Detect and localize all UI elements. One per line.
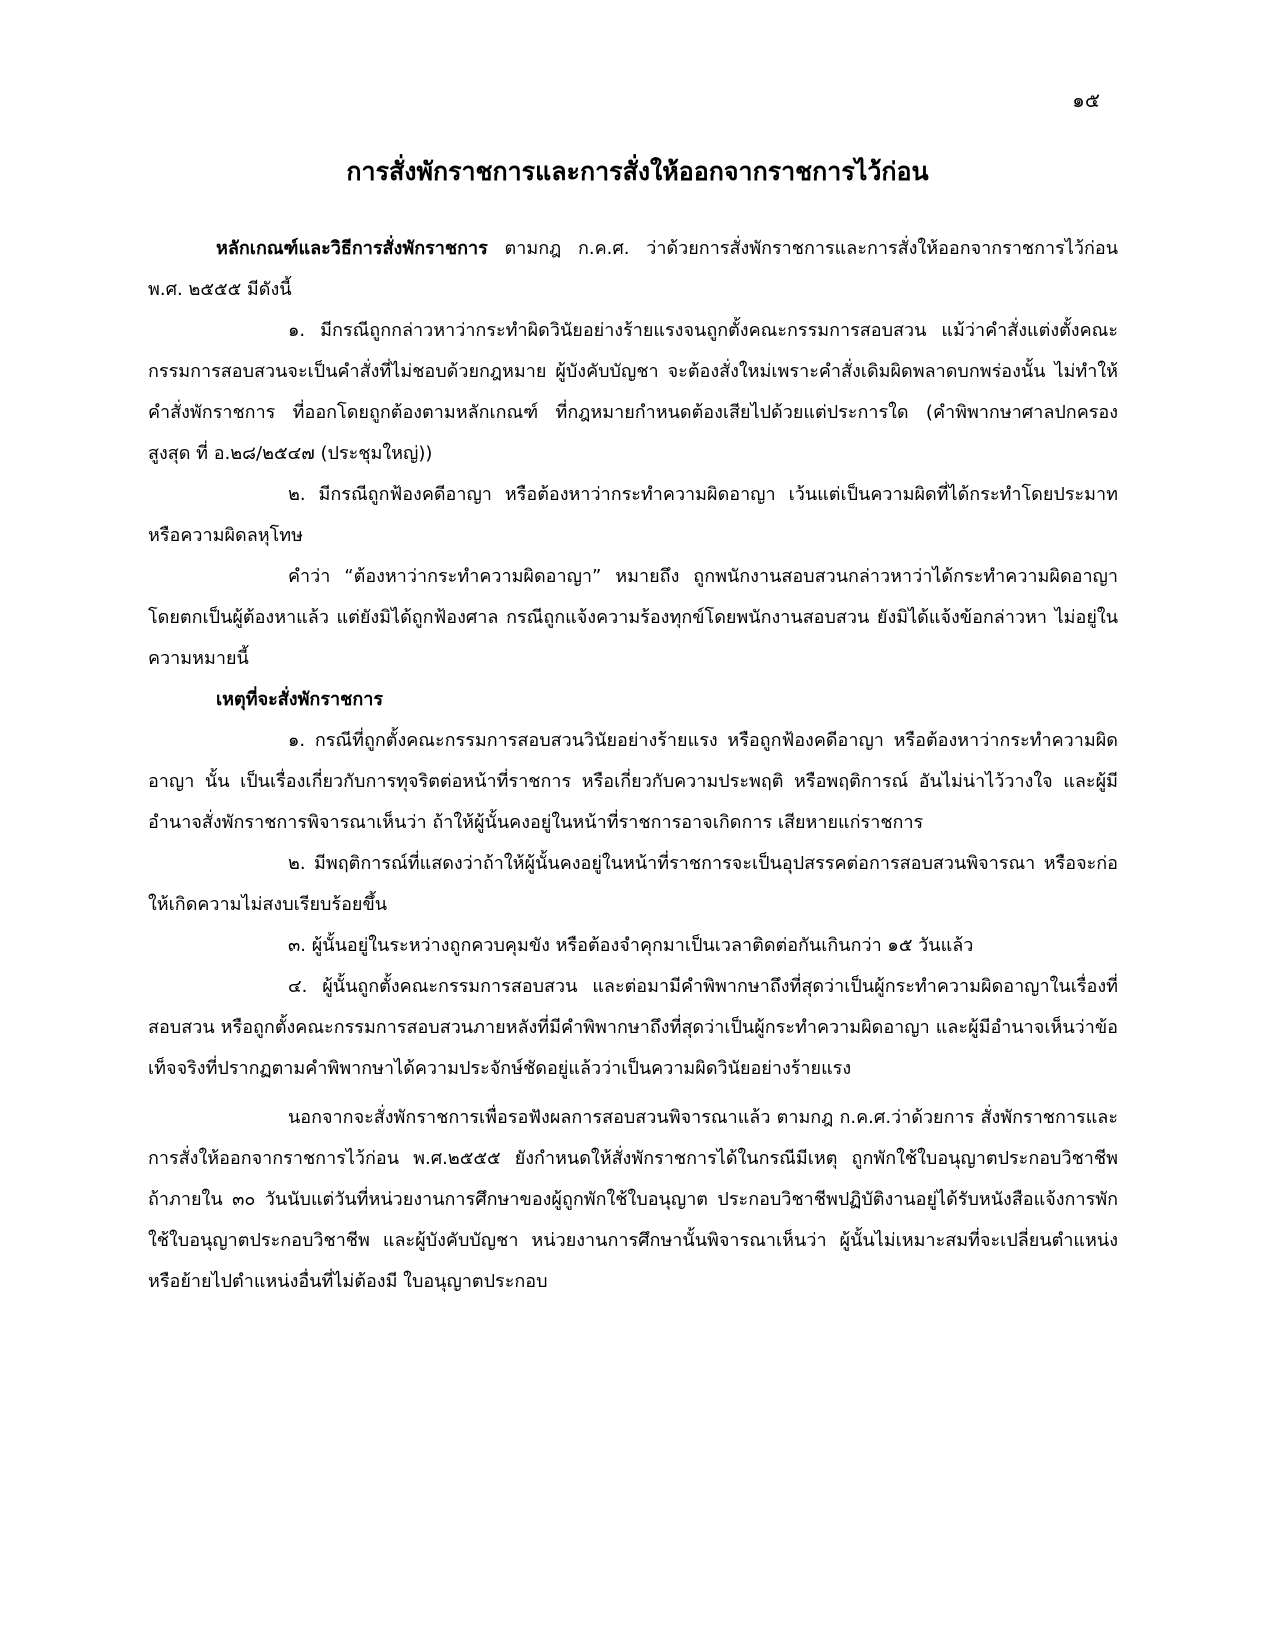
intro-text: ตามกฎ ก.ค.ศ. ว่าด้วยการสั่งพักราชการและการสั่งให้ออกจากราชการไว้ก่อน พ.ศ. ๒๕๕๕ มีดังนี้ — [148, 238, 1118, 300]
document-body — [148, 228, 1118, 1302]
reason-1-paragraph: ๑. กรณีที่ถูกตั้งคณะกรรมการสอบสวนวินัยอย่างร้ายแรง หรือถูกฟ้องคดีอาญา หรือต้องหาว่ากระทำความผิดอาญา นั้น เป็นเรื่องเกี่ยวกับการทุจริตต่อหน้าที่ราชการ หรือเกี่ยวกับความประพฤติ หรือพฤติการณ์ อันไม่น่าไว้วางใจ และผู้มีอำนาจสั่งพักราชการพิจารณาเห็นว่า ถ้าให้ผู้นั้นคงอยู่ในหน้าที่ราชการอาจเกิดการ เสียหายแก่ราชการ — [148, 730, 1118, 833]
intro-paragraph — [148, 228, 1118, 310]
document-title: การสั่งพักราชการและการสั่งให้ออกจากราชการไว้ก่อน — [346, 157, 929, 186]
principle-1-paragraph: ๑. มีกรณีถูกกล่าวหาว่ากระทำผิดวินัยอย่างร้ายแรงจนถูกตั้งคณะกรรมการสอบสวน แม้ว่าคำสั่งแต่งตั้งคณะกรรมการสอบสวนจะเป็นคำสั่งที่ไม่ชอบด้วยกฎหมาย ผู้บังคับบัญชา จะต้องสั่งใหม่เพราะคำสั่งเดิมผิดพลาดบกพร่องนั้น ไม่ทำให้คำสั่งพักราชการ ที่ออกโดยถูกต้องตามหลักเกณฑ์ ที่กฎหมายกำหนดต้องเสียไปด้วยแต่ประการใด (คำพิพากษาศาลปกครองสูงสุด ที่ อ.๒๘/๒๕๔๗ (ประชุมใหญ่)) — [148, 320, 1118, 464]
additional-paragraph: นอกจากจะสั่งพักราชการเพื่อรอฟังผลการสอบสวนพิจารณาแล้ว ตามกฎ ก.ค.ศ.ว่าด้วยการ สั่งพักราชการและการสั่งให้ออกจากราชการไว้ก่อน พ.ศ.๒๕๕๕ ยังกำหนดให้สั่งพักราชการได้ในกรณีมีเหตุ ถูกพักใช้ใบอนุญาตประกอบวิชาชีพ ถ้าภายใน ๓๐ วันนับแต่วันที่หน่วยงานการศึกษาของผู้ถูกพักใช้ใบอนุญาต ประกอบวิชาชีพปฏิบัติงานอยู่ได้รับหนังสือแจ้งการพักใช้ใบอนุญาตประกอบวิชาชีพ และผู้บังคับบัญชา หน่วยงานการศึกษานั้นพิจารณาเห็นว่า ผู้นั้นไม่เหมาะสมที่จะเปลี่ยนตำแหน่งหรือย้ายไปตำแหน่งอื่นที่ไม่ต้องมี ใบอนุญาตประกอบ — [148, 1107, 1118, 1292]
intro-bold-heading: หลักเกณฑ์และวิธีการสั่งพักราชการ — [216, 238, 488, 259]
reason-4-paragraph: ๔. ผู้นั้นถูกตั้งคณะกรรมการสอบสวน และต่อมามีคำพิพากษาถึงที่สุดว่าเป็นผู้กระทำความผิดอาญาในเรื่องที่สอบสวน หรือถูกตั้งคณะกรรมการสอบสวนภายหลังที่มีคำพิพากษาถึงที่สุดว่าเป็นผู้กระทำความผิดอาญา และผู้มีอำนาจเห็นว่าข้อเท็จจริงที่ปรากฏตามคำพิพากษาได้ความประจักษ์ชัดอยู่แล้วว่าเป็นความผิดวินัยอย่างร้ายแรง — [148, 976, 1118, 1079]
reason-3-paragraph: ๓. ผู้นั้นอยู่ในระหว่างถูกควบคุมขัง หรือต้องจำคุกมาเป็นเวลาติดต่อกันเกินกว่า ๑๕ วันแล้ว — [288, 935, 974, 956]
page-number: ๑๕ — [1072, 88, 1100, 112]
reason-2-paragraph: ๒. มีพฤติการณ์ที่แสดงว่าถ้าให้ผู้นั้นคงอยู่ในหน้าที่ราชการจะเป็นอุปสรรคต่อการสอบสวนพิจารณา หรือจะก่อให้เกิดความไม่สงบเรียบร้อยขึ้น — [148, 853, 1118, 915]
definition-paragraph: คำว่า “ต้องหาว่ากระทำความผิดอาญา” หมายถึง ถูกพนักงานสอบสวนกล่าวหาว่าได้กระทำความผิดอาญา โดยตกเป็นผู้ต้องหาแล้ว แต่ยังมิได้ถูกฟ้องศาล กรณีถูกแจ้งความร้องทุกข์โดยพนักงานสอบสวน ยังมิได้แจ้งข้อกล่าวหา ไม่อยู่ในความหมายนี้ — [148, 566, 1118, 669]
reasons-heading: เหตุที่จะสั่งพักราชการ — [216, 689, 383, 710]
principle-2-paragraph: ๒. มีกรณีถูกฟ้องคดีอาญา หรือต้องหาว่ากระทำความผิดอาญา เว้นแต่เป็นความผิดที่ได้กระทำโดยประมาทหรือความผิดลหุโทษ — [148, 484, 1118, 546]
